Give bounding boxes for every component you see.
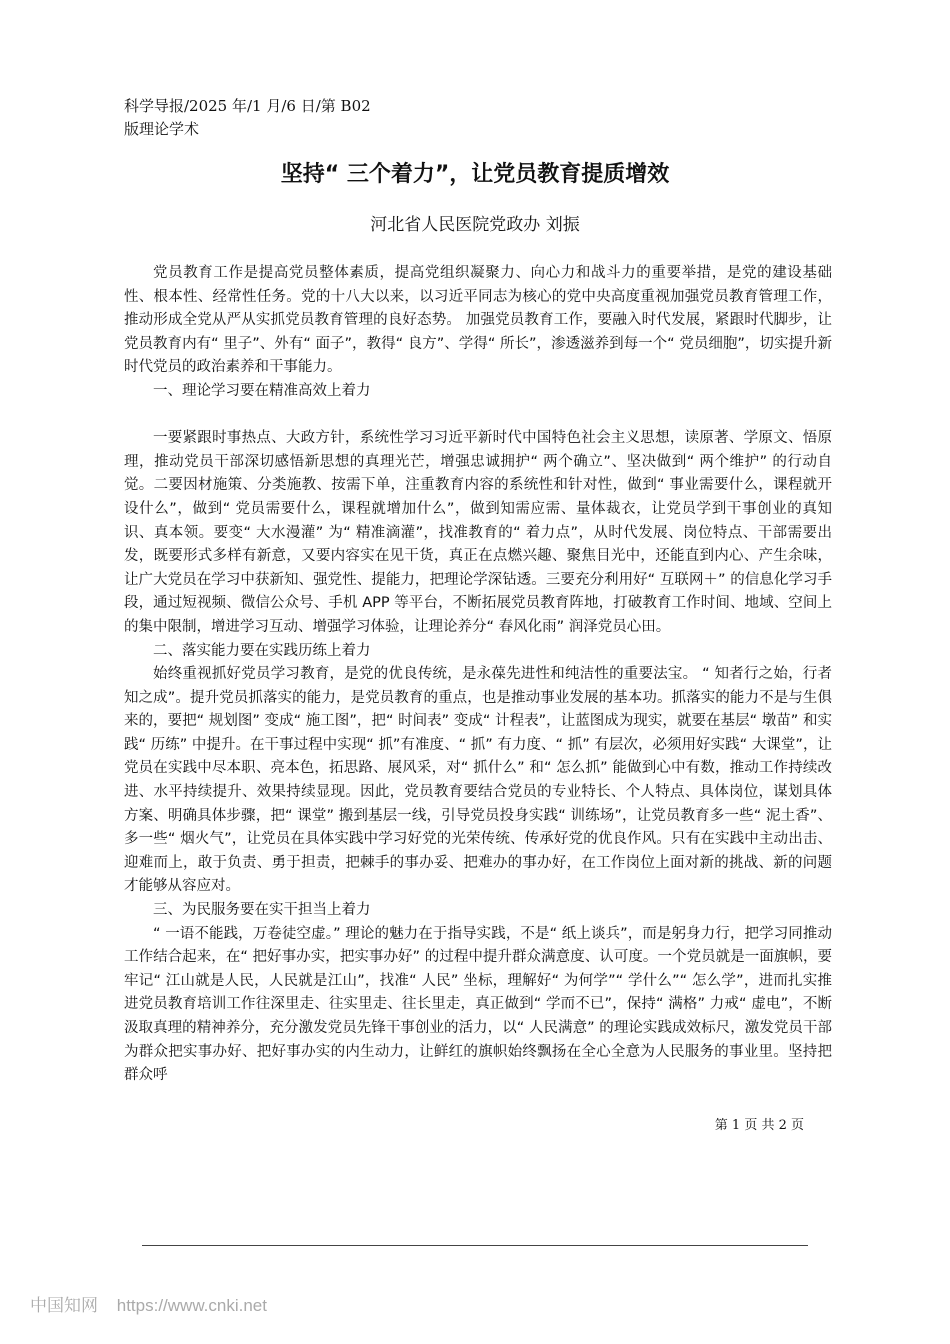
paragraph-intro: 党员教育工作是提高党员整体素质，提高党组织凝聚力、向心力和战斗力的重要举措，是党的建设基础性、根本性、经常性任务。党的十八大以来，以习近平同志为核心的党中央高度重视加强党员教育管理工作， 推动形成全党从严从实抓党员教育管理的良好态势。 加强党员教育工作，要融入时代发展，紧跟时代脚步，让党员教育内有“ 里子”、外有“ 面子”，教得“ 良方”、学得“ 所长”，渗透滋养到每一个“ 党员细胞”，切实提升新时代党员的政治素养和干事能力。 xyxy=(124,265,832,376)
footer-rule xyxy=(142,1245,808,1246)
paragraph-section-3: “ 一语不能践，万卷徒空虚。” 理论的魅力在于指导实践，不是“ 纸上谈兵”，而是躬身力行，把学习同推动工作结合起来，在“ 把好事办实，把实事办好” 的过程中提升群众满意度、认可度。一个党员就是一面旗帜，要牢记“ 江山就是人民，人民就是江山”，找准“ 人民” 坐标，理解好“ 为何学”“ 学什么”“ 怎么学”，进而扎实推进党员教育培训工作往深里走、往实里走、往长里走，真正做到“ 学而不已”，保持“ 满格” 力戒“ 虚电”，不断汲取真理的精神养分，充分激发党员先锋干事创业的活力，以“ 人民满意” 的理论实践成效标尺，激发党员干部为群众把实事办好、把好事办实的内生动力，让鲜红的旗帜始终飘扬在全心全意为人民服务的事业里。坚持把群众呼 xyxy=(124,925,832,1084)
watermark-url: https://www.cnki.net xyxy=(116,1296,267,1315)
cnki-watermark xyxy=(30,1293,267,1319)
page-number: 第 1 页 共 2 页 xyxy=(714,1118,804,1133)
source-line: 科学导报/2025 年/1 月/6 日/第 B02 xyxy=(124,97,371,115)
section-heading-3: 三、为民服务要在实干担当上着力 xyxy=(153,902,371,919)
article-title: 坚持“ 三个着力”，让党员教育提质增效 xyxy=(280,162,670,187)
section-heading-1: 一、理论学习要在精准高效上着力 xyxy=(153,382,371,399)
watermark-brand: 中国知网 xyxy=(30,1296,98,1315)
article-byline: 河北省人民医院党政办 刘振 xyxy=(370,215,580,235)
article-body xyxy=(124,262,832,1088)
section-heading-2: 二、落实能力要在实践历练上着力 xyxy=(153,642,371,659)
paragraph-section-2: 始终重视抓好党员学习教育，是党的优良传统，是永葆先进性和纯洁性的重要法宝。 “ 知者行之始，行者知之成”。提升党员抓落实的能力，是党员教育的重点，也是推动事业发展的基本功。抓落实的能力不是与生俱来的，要把“ 规划图” 变成“ 施工图”，把“ 时间表” 变成“ 计程表”，让蓝图成为现实，就要在基层“ 墩苗” 和实践“ 历练” 中提升。在干事过程中实现“ 抓”有准度、“ 抓” 有力度、“ 抓” 有层次，必须用好实践“ 大课堂”，让党员在实践中尽本职、亮本色，拓思路、展风采，对“ 抓什么” 和“ 怎么抓” 能做到心中有数，推动工作持续改进、水平持续提升、效果持续显现。因此，党员教育要结合党员的专业特长、个人特点、具体岗位，谋划具体方案、明确具体步骤，把“ 课堂” 搬到基层一线，引导党员投身实践“ 训练场”，让党员教育多一些“ 泥土香”、多一些“ 烟火气”，让党员在具体实践中学习好党的光荣传统、传承好党的优良作风。只有在实践中主动出击、迎难而上，敢于负责、勇于担责，把棘手的事办妥、把难办的事办好，在工作岗位上面对新的挑战、新的问题才能够从容应对。 xyxy=(124,666,832,895)
source-line-continued: 版理论学术 xyxy=(124,120,200,138)
paragraph-section-1: 一要紧跟时事热点、大政方针，系统性学习习近平新时代中国特色社会主义思想，读原著、学原文、悟原理，推动党员干部深切感悟新思想的真理光芒，增强忠诚拥护“ 两个确立”、坚决做到“ 两个维护” 的行动自觉。二要因材施策、分类施教、按需下单，注重教育内容的系统性和针对性，做到“ 事业需要什么，课程就开设什么”，做到“ 党员需要什么，课程就增加什么”，做到知需应需、量体裁衣，让党员学到干事创业的真知识、真本领。要变“ 大水漫灌” 为“ 精准滴灌”，找准教育的“ 着力点”，从时代发展、岗位特点、干部需要出发，既要形式多样有新意，又要内容实在见干货，真正在点燃兴趣、聚焦目光中，还能直到内心、产生余味，让广大党员在学习中获新知、强党性、提能力，把理论学深钻透。三要充分利用好“ 互联网＋” 的信息化学习手段，通过短视频、微信公众号、手机 APP 等平台，不断拓展党员教育阵地，打破教育工作时间、地域、空间上的集中限制，增进学习互动、增强学习体验，让理论养分“ 春风化雨” 润泽党员心田。 xyxy=(124,430,832,635)
